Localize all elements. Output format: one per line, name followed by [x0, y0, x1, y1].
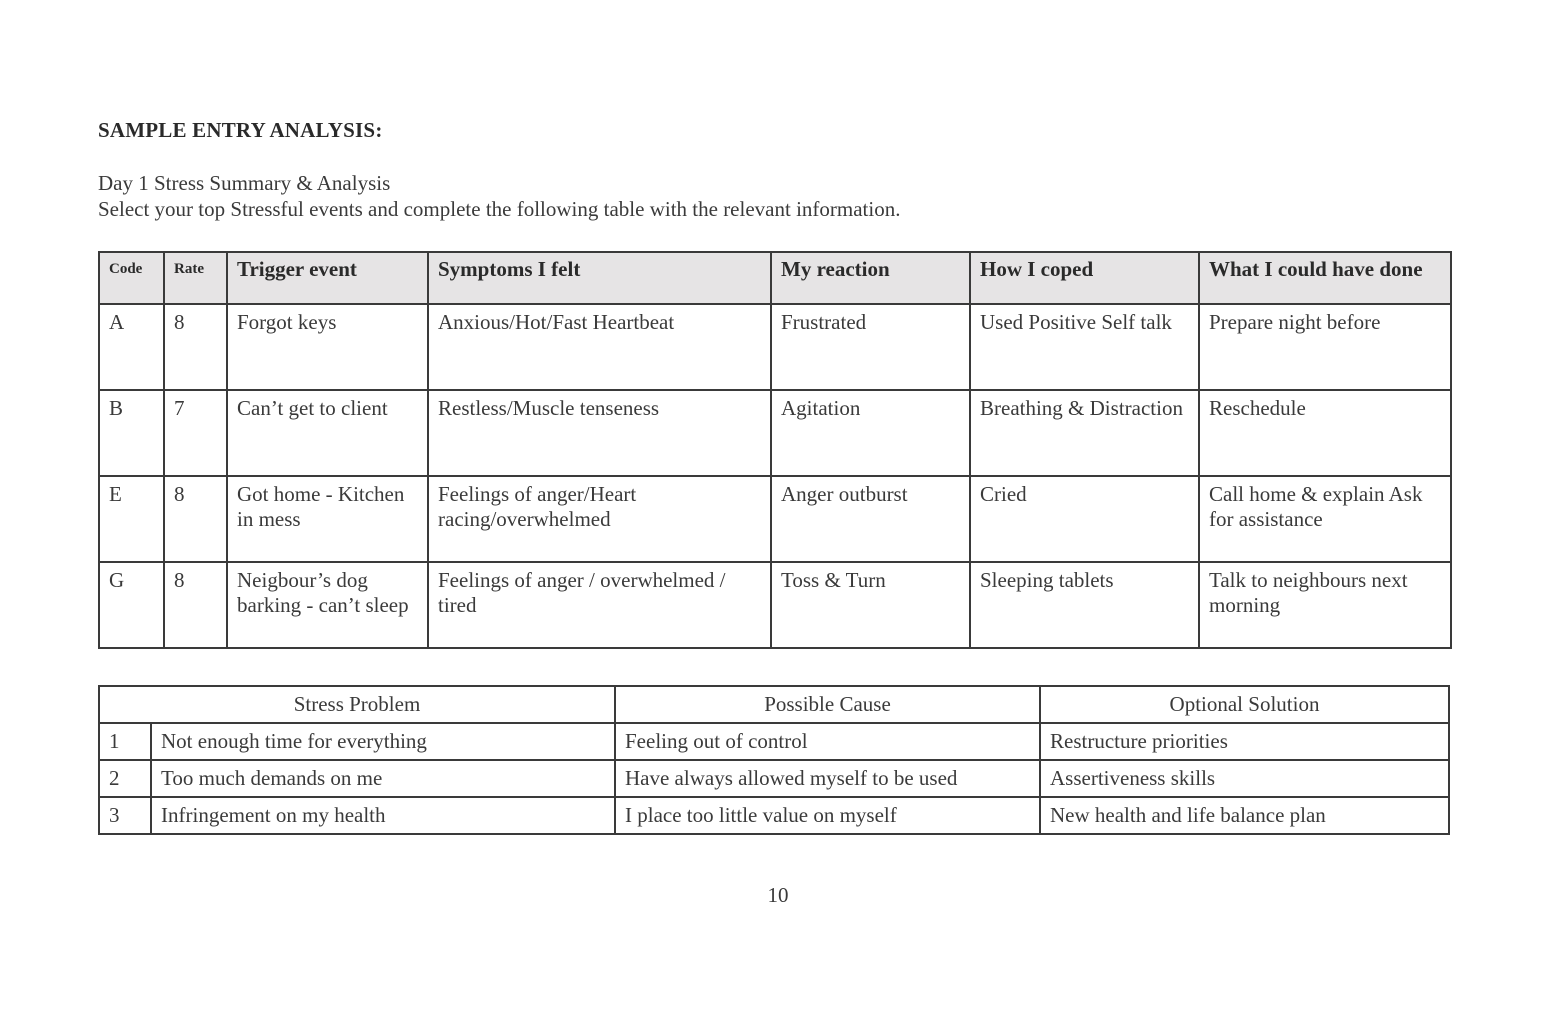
- table-header-row: [99, 252, 1451, 304]
- cell-number: 2: [99, 760, 151, 797]
- cell-problem: Not enough time for everything: [151, 723, 615, 760]
- cell-rate: 8: [164, 476, 227, 562]
- cell-code: B: [99, 390, 164, 476]
- cell-could-have-done: Call home & explain Ask for assistance: [1199, 476, 1451, 562]
- cell-trigger: Can’t get to client: [227, 390, 428, 476]
- cell-coped: Cried: [970, 476, 1199, 562]
- cell-number: 3: [99, 797, 151, 834]
- cell-solution: New health and life balance plan: [1040, 797, 1449, 834]
- cell-symptoms: Feelings of anger/Heart racing/overwhelmed: [428, 476, 771, 562]
- cell-cause: Feeling out of control: [615, 723, 1040, 760]
- intro-text: [98, 170, 900, 222]
- cell-code: G: [99, 562, 164, 648]
- summary-header-row: [99, 686, 1449, 723]
- cell-solution: Assertiveness skills: [1040, 760, 1449, 797]
- cell-could-have-done: Prepare night before: [1199, 304, 1451, 390]
- cell-cause: Have always allowed myself to be used: [615, 760, 1040, 797]
- section-heading: SAMPLE ENTRY ANALYSIS:: [98, 118, 383, 142]
- table-row: [99, 304, 1451, 390]
- table-row: [99, 476, 1451, 562]
- cell-reaction: Agitation: [771, 390, 970, 476]
- cell-cause: I place too little value on myself: [615, 797, 1040, 834]
- cell-problem: Too much demands on me: [151, 760, 615, 797]
- table-row: [99, 562, 1451, 648]
- cell-rate: 8: [164, 562, 227, 648]
- cell-rate: 7: [164, 390, 227, 476]
- header-reaction: My reaction: [771, 252, 970, 304]
- cell-rate: 8: [164, 304, 227, 390]
- cell-reaction: Anger outburst: [771, 476, 970, 562]
- cell-symptoms: Feelings of anger / overwhelmed / tired: [428, 562, 771, 648]
- header-optional-solution: Optional Solution: [1040, 686, 1449, 723]
- cell-solution: Restructure priorities: [1040, 723, 1449, 760]
- header-rate: Rate: [164, 252, 227, 304]
- cell-problem: Infringement on my health: [151, 797, 615, 834]
- header-possible-cause: Possible Cause: [615, 686, 1040, 723]
- cell-could-have-done: Reschedule: [1199, 390, 1451, 476]
- stress-summary-table: [98, 685, 1450, 835]
- cell-trigger: Got home - Kitchen in mess: [227, 476, 428, 562]
- cell-symptoms: Restless/Muscle tenseness: [428, 390, 771, 476]
- intro-line-1: Day 1 Stress Summary & Analysis: [98, 171, 391, 195]
- header-stress-problem: Stress Problem: [99, 686, 615, 723]
- header-symptoms: Symptoms I felt: [428, 252, 771, 304]
- header-code: Code: [99, 252, 164, 304]
- cell-number: 1: [99, 723, 151, 760]
- cell-reaction: Toss & Turn: [771, 562, 970, 648]
- table-row: [99, 390, 1451, 476]
- cell-trigger: Neigbour’s dog barking - can’t sleep: [227, 562, 428, 648]
- header-could-have-done: What I could have done: [1199, 252, 1451, 304]
- cell-coped: Breathing & Distraction: [970, 390, 1199, 476]
- cell-reaction: Frustrated: [771, 304, 970, 390]
- summary-row: [99, 797, 1449, 834]
- header-coped: How I coped: [970, 252, 1199, 304]
- header-trigger-event: Trigger event: [227, 252, 428, 304]
- page-number: 10: [767, 883, 789, 907]
- cell-code: A: [99, 304, 164, 390]
- cell-code: E: [99, 476, 164, 562]
- intro-line-2: Select your top Stressful events and complete the following table with the relevant information.: [98, 197, 901, 221]
- cell-symptoms: Anxious/Hot/Fast Heartbeat: [428, 304, 771, 390]
- cell-coped: Sleeping tablets: [970, 562, 1199, 648]
- cell-trigger: Forgot keys: [227, 304, 428, 390]
- summary-row: [99, 760, 1449, 797]
- cell-could-have-done: Talk to neighbours next morning: [1199, 562, 1451, 648]
- stress-analysis-table: [98, 251, 1452, 649]
- cell-coped: Used Positive Self talk: [970, 304, 1199, 390]
- summary-row: [99, 723, 1449, 760]
